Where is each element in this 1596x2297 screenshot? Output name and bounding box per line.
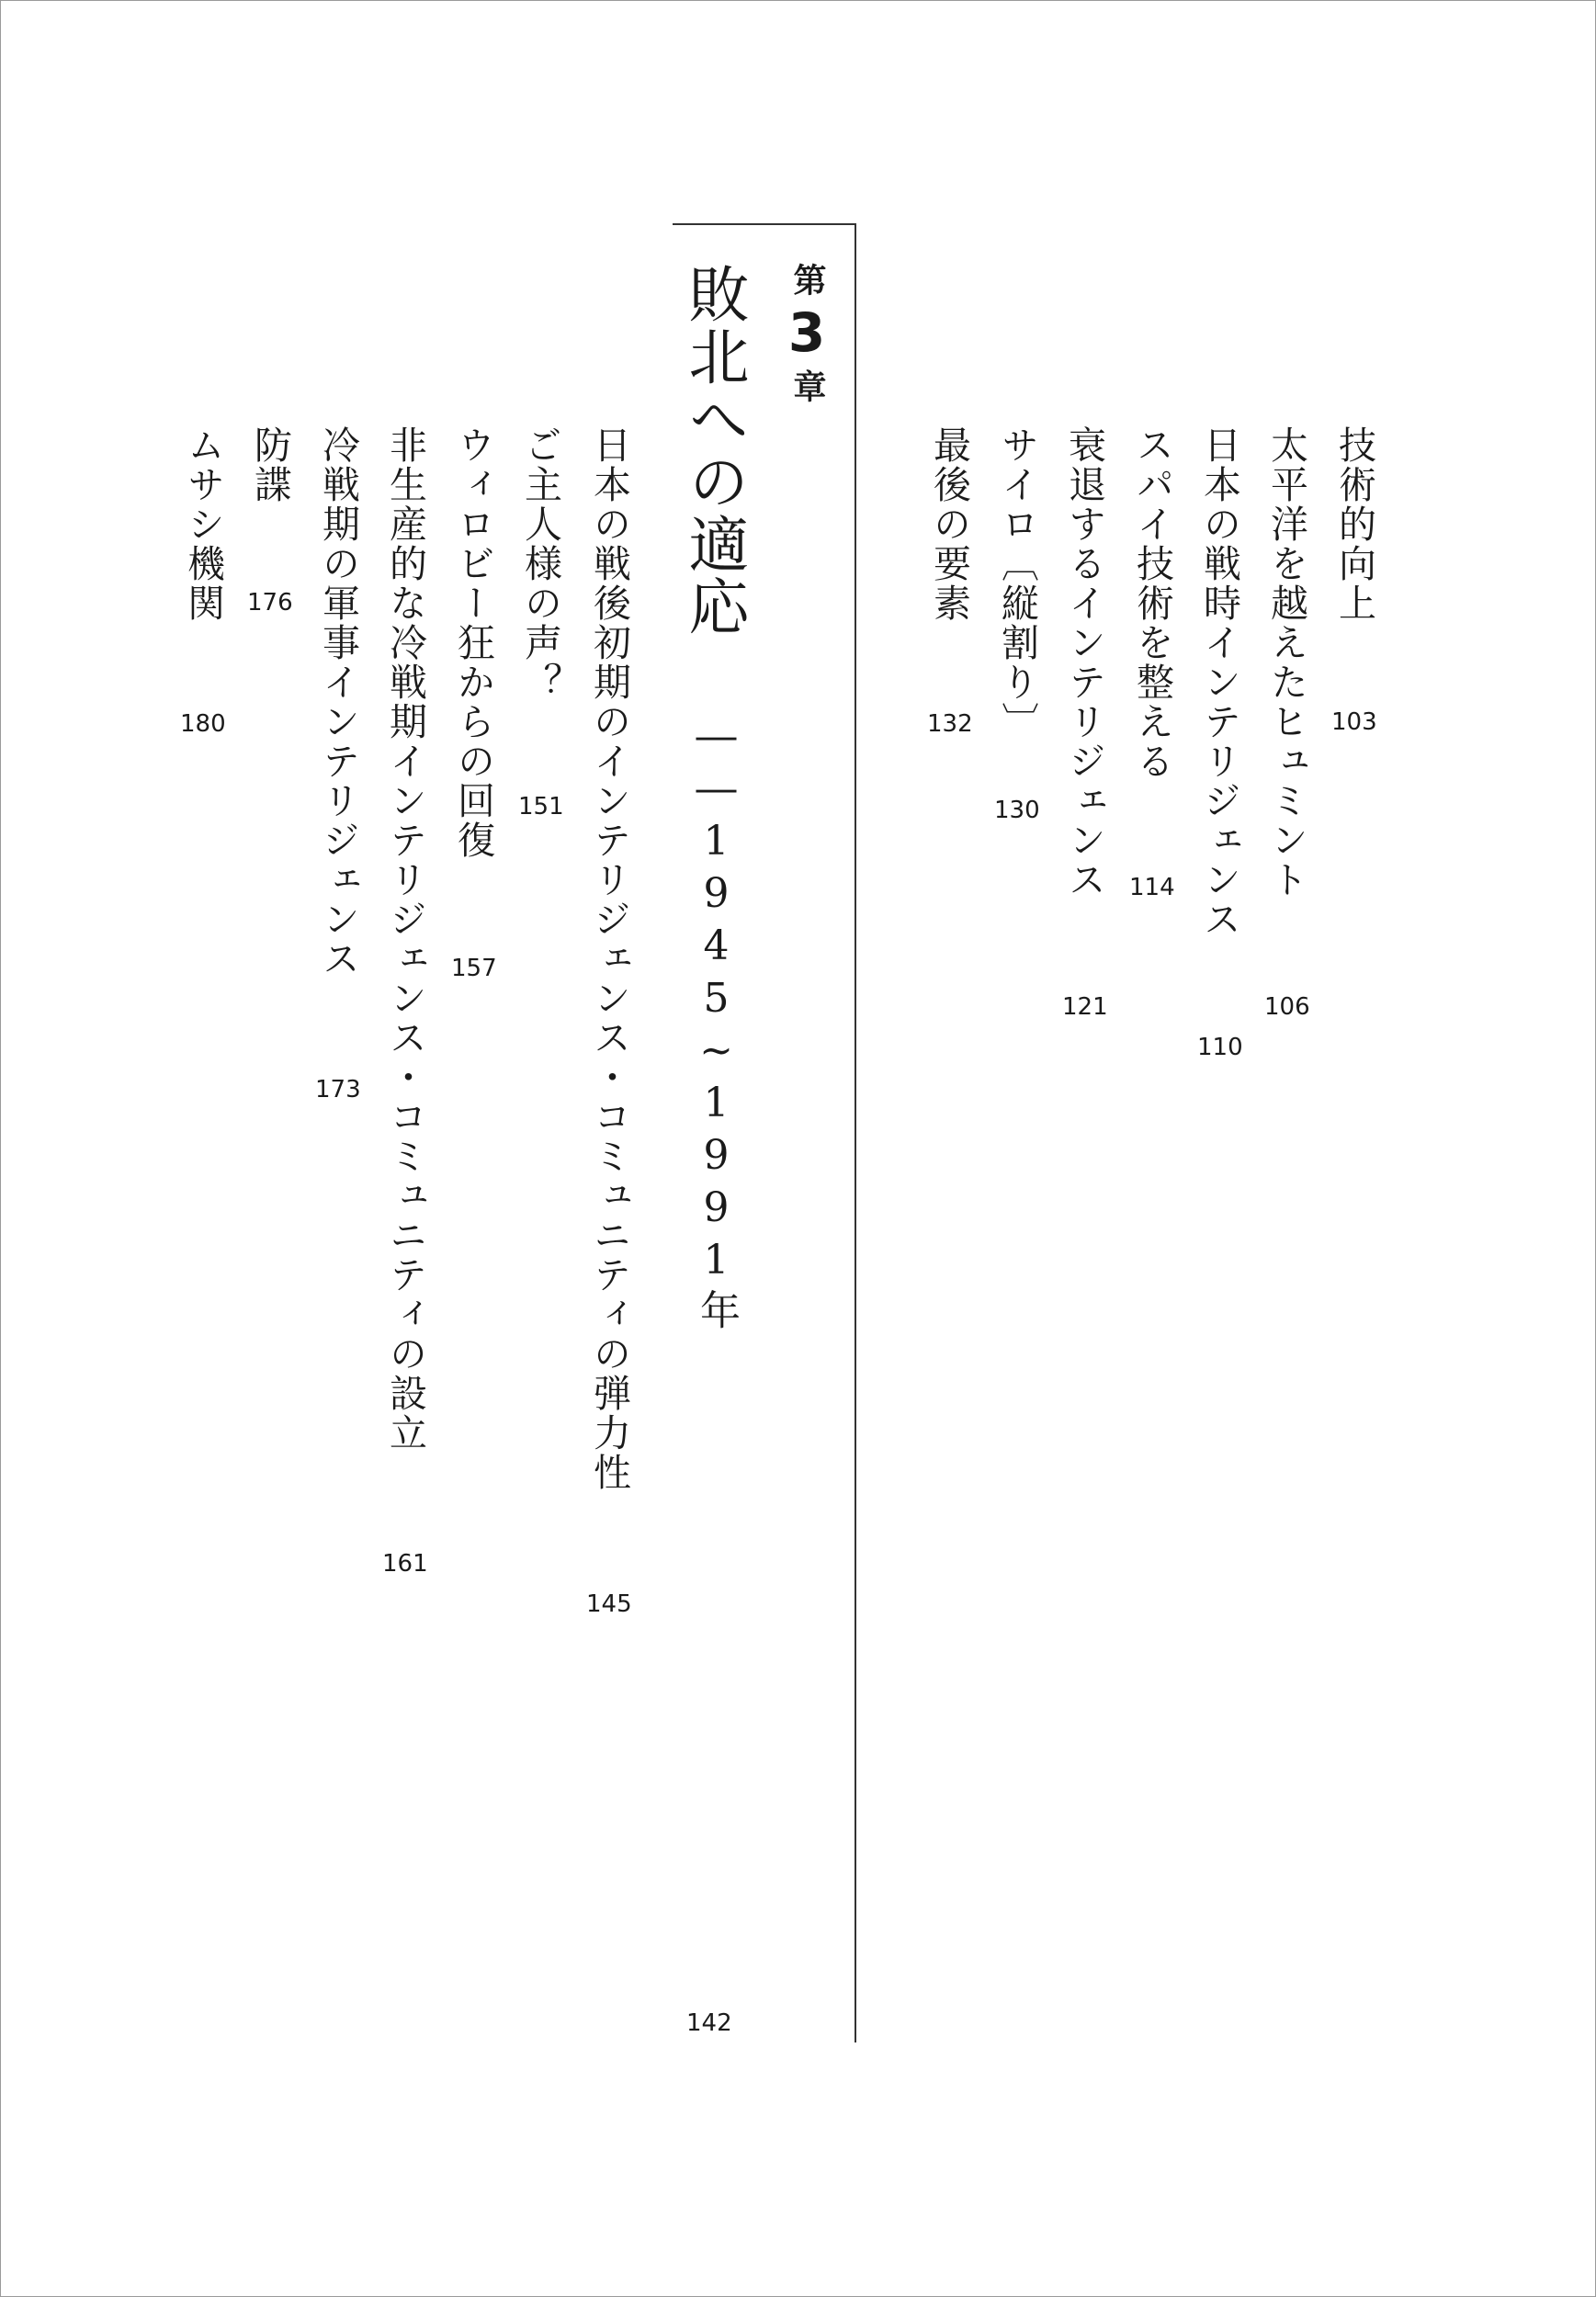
- toc-entry-title: スパイ技術を整える: [1130, 425, 1174, 781]
- chapter-divider-line: [855, 223, 856, 2042]
- toc-entry-title: サイロ〔縦割り〕: [995, 425, 1039, 741]
- toc-entry-page: 110: [1197, 1034, 1243, 1061]
- chapter-title: 敗北への適応: [678, 263, 749, 638]
- toc-entry-title: ムサシ機関: [181, 425, 225, 623]
- toc-entry-title: ウィロビー狂からの回復: [451, 425, 495, 860]
- chapter-label: [775, 263, 838, 402]
- toc-entry-title: 冷戦期の軍事インテリジェンス: [316, 425, 360, 979]
- toc-entry-page: 121: [1062, 993, 1108, 1021]
- toc-entry-page: 173: [315, 1076, 361, 1103]
- toc-entry-page: 145: [586, 1590, 632, 1618]
- chapter-subtitle: ――1945~1991年: [693, 713, 740, 1335]
- toc-entry-page: 106: [1264, 993, 1310, 1021]
- toc-entry-page: 176: [247, 589, 293, 617]
- toc-entry-page: 161: [382, 1550, 428, 1578]
- toc-entry-page: 103: [1331, 708, 1377, 736]
- chapter-top-rule: [673, 223, 856, 225]
- toc-entry-page: 114: [1129, 874, 1175, 901]
- toc-entry-title: 太平洋を越えたヒュミント: [1264, 425, 1308, 900]
- chapter-label-prefix: 第: [788, 263, 826, 296]
- toc-entry-title: 日本の戦後初期のインテリジェンス・コミュニティの弾力性: [587, 425, 631, 1492]
- chapter-label-suffix: 章: [788, 369, 826, 402]
- toc-entry-title: 技術的向上: [1332, 425, 1376, 623]
- chapter-number: 3: [775, 301, 838, 364]
- chapter-page: 142: [686, 2009, 732, 2037]
- toc-entry-title: 非生産的な冷戦期インテリジェンス・コミュニティの設立: [383, 425, 427, 1453]
- toc-entry-page: 151: [518, 793, 564, 820]
- toc-entry-title: 日本の戦時インテリジェンス: [1197, 425, 1241, 939]
- toc-entry-title: ご主人様の声？: [518, 425, 562, 702]
- toc-entry-page: 132: [927, 710, 973, 738]
- toc-entry-page: 130: [994, 797, 1040, 824]
- toc-entry-title: 最後の要素: [927, 425, 971, 623]
- toc-entry-page: 157: [451, 955, 497, 982]
- toc-entry-title: 防諜: [248, 425, 292, 504]
- toc-entry-page: 180: [180, 710, 226, 738]
- toc-entry-title: 衰退するインテリジェンス: [1062, 425, 1106, 900]
